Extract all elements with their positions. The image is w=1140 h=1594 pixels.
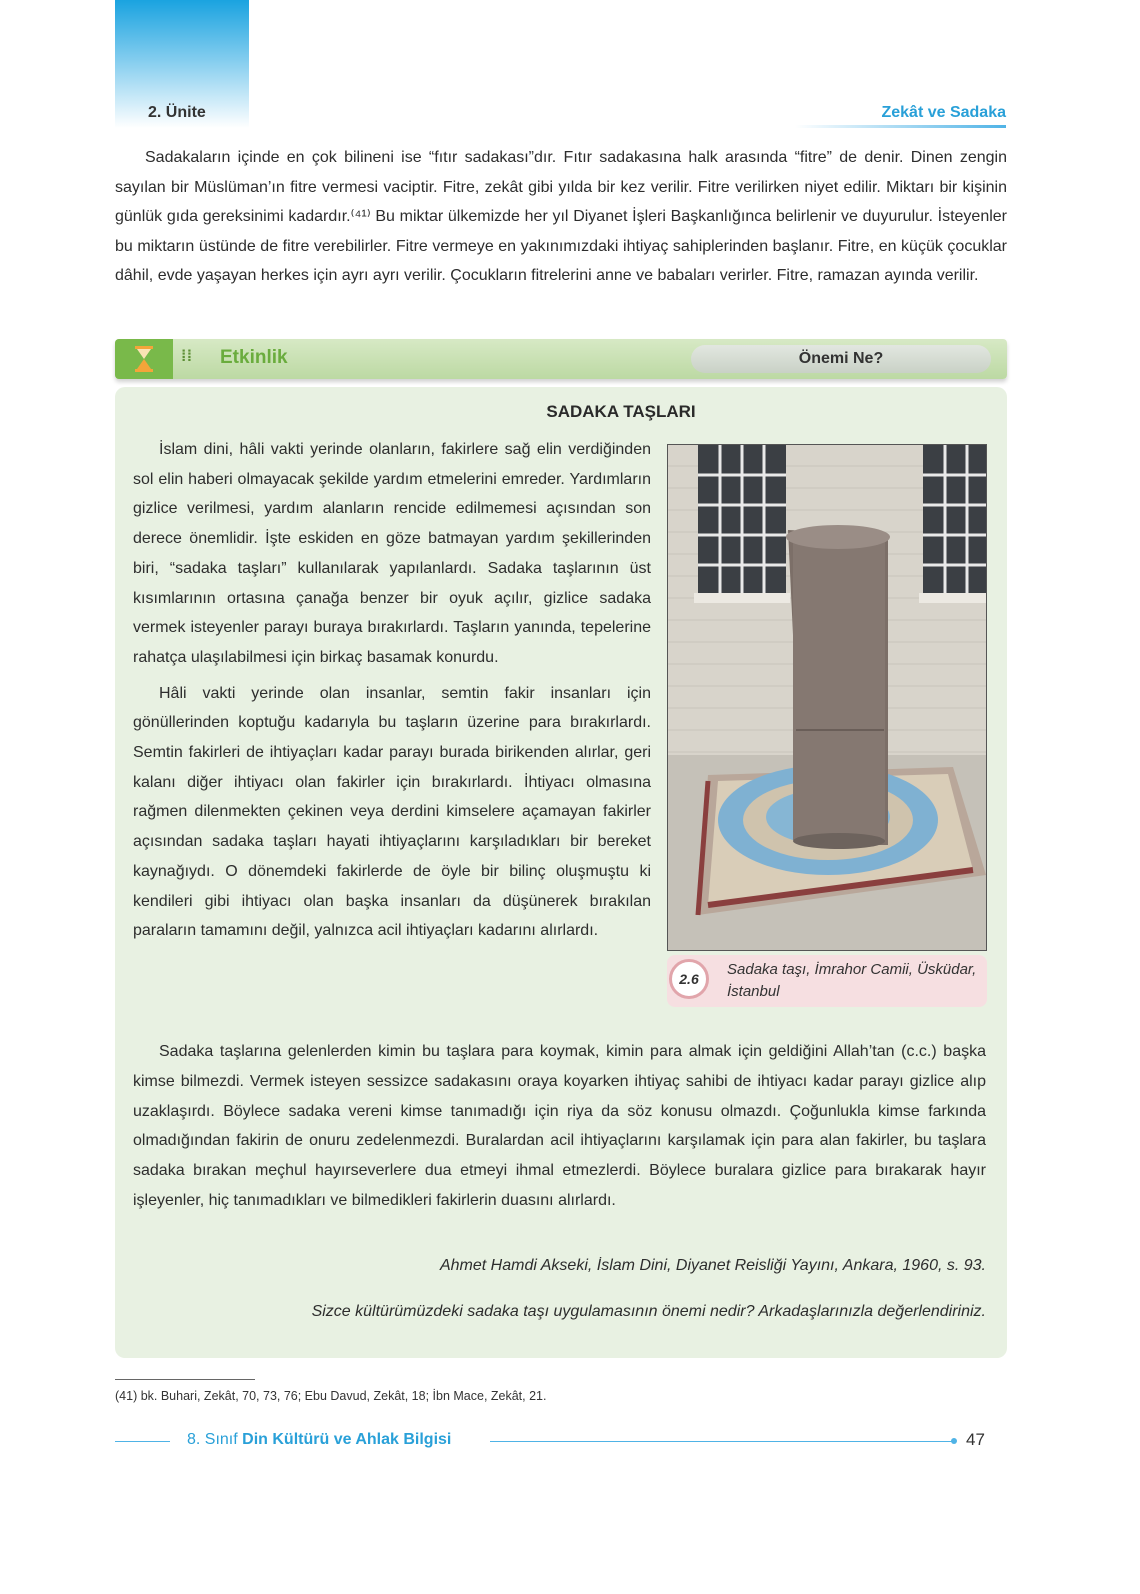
activity-subtitle-pill (691, 345, 991, 373)
hourglass-icon (115, 339, 173, 379)
page-number: 47 (966, 1430, 985, 1449)
activity-column-text (133, 435, 651, 952)
footer-book-title: Din Kültürü ve Ahlak Bilgisi (242, 1431, 452, 1448)
activity-paragraph-1: İslam dini, hâli vakti yerinde olanların, fakirlere sağ elin verdiğinden sol elin haberi olmayacak şekilde yardım etmelerini emreder. Yardımların gizlice verilmesi, yardım alanların rencide edilmemesi açısından son derece önemlidir. İşte eskiden en göze batmayan yardım şekillerinden biri, “sadaka taşları” kullanılarak yapılanlardı. Sadaka taşlarının üst kısımlarının ortasına çanağa benzer bir oyuk açılır, gizlice sadaka vermek isteyenler parayı buraya bırakırlardı. Taşların yanında, tepelerine rahatça ulaşılabilmesi için birkaç basamak konurdu. (133, 441, 651, 666)
activity-label: Etkinlik (220, 347, 288, 368)
figure-caption (667, 955, 987, 1007)
figure-caption-text: Sadaka taşı, İmrahor Camii, Üsküdar, İstanbul (727, 961, 977, 1000)
footer-title (187, 1431, 451, 1449)
unit-label: 2. Ünite (148, 104, 206, 121)
source-citation: Ahmet Hamdi Akseki, İslam Dini, Diyanet Reisliği Yayını, Ankara, 1960, s. 93. (439, 1257, 986, 1274)
footnote-rule (115, 1379, 255, 1380)
figure-number: 2.6 (669, 959, 709, 999)
activity-box (115, 387, 1007, 1358)
activity-paragraph-3: Sadaka taşlarına gelenlerden kimin bu taşlara para koymak, kimin para almak için geldiğini Allah’tan (c.c.) başka kimse bilmezdi. Vermek isteyen sessizce sadakasını oraya koyarken ihtiyaç sahibi de ihtiyacı kadar parayı gizlice alıp uzaklaşırdı. Böylece sadaka vereni kimse tanımadığı için riya da söz konusu olmazdı. Çoğunlukla kimse farkında olmadığından fakirin de onuru zedelenmezdi. Buralardan acil ihtiyaçlarını karşılamak için para alan fakirler, bu taşlara sadaka bırakan meçhul hayırseverlere dua etmeyi ihmal etmezlerdi. Böylece buralara gizlice para bırakarak hayır işleyenler, hiç tanımadıkları ve bilmedikleri fakirlerin duasını alırlardı. (133, 1043, 986, 1209)
activity-dots: ⁞ ⁞ (181, 348, 191, 365)
activity-question: Sizce kültürümüzdeki sadaka taşı uygulamasının önemi nedir? Arkadaşlarınızla değerlendiriniz. (311, 1303, 986, 1320)
activity-paragraph-2: Hâli vakti yerinde olan insanlar, semtin fakir insanları için gönüllerinden koptuğu kadarıyla bu taşların üzerine para bırakırlardı. Semtin fakirleri de ihtiyaçları kadar parayı burada birikenden alırlar, geri kalanı diğer ihtiyacı olan fakirler için bırakırlardı. İhtiyacı olmasına rağmen dilenmekten çekinen veya derdini kimselere açamayan fakirler açısından sadaka taşları hayati ihtiyaçlarını karşıladıkları bir bereket kaynağıydı. O dönemdeki fakirlerde de öyle bir bilinç oluşmuştu ki kendileri gibi ihtiyacı olan başka insanları da düşünerek bırakılan paraların tamamını değil, yalnızca acil ihtiyaçları kadarını alırlardı. (133, 684, 651, 940)
topic-label: Zekât ve Sadaka (881, 104, 1006, 121)
topic-rule (795, 125, 1006, 128)
footer-rule-left (115, 1441, 170, 1442)
activity-bar (115, 339, 1007, 379)
footnote: (41) bk. Buhari, Zekât, 70, 73, 76; Ebu Davud, Zekât, 18; İbn Mace, Zekât, 21. (115, 1389, 547, 1403)
activity-heading (115, 402, 1007, 422)
activity-subtitle: Önemi Ne? (798, 350, 884, 367)
intro-paragraph: Sadakaların içinde en çok bilineni ise “fıtır sadakası”dır. Fıtır sadakasına halk arasında “fitre” de denir. Dinen zengin sayılan bir Müslüman’ın fitre vermesi vaciptir. Fitre, zekât gibi yılda bir kez verilir. Fitre verilirken niyet edilir. Miktarı bir kişinin günlük gıda gereksinimi kadardır.⁽⁴¹⁾ Bu miktar ülkemizde her yıl Diyanet İşleri Başkanlığınca belirlenir ve duyurulur. İsteyenler bu miktarın üstünde de fitre verebilirler. Fitre vermeye en yakınımızdaki ihtiyaç sahiplerinden başlanır. Fitre, en küçük çocuklar dâhil, evde yaşayan herkes için ayrı ayrı verilir. Çocukların fitrelerini anne ve babaları verirler. Fitre, ramazan ayında verilir. (115, 149, 1007, 285)
activity-heading-text: SADAKA TAŞLARI (546, 402, 696, 421)
footer-grade: 8. Sınıf (187, 1431, 238, 1448)
footer-dot (951, 1438, 957, 1444)
footer-rule-right (490, 1441, 953, 1442)
sadaka-stone-photo (667, 444, 987, 951)
